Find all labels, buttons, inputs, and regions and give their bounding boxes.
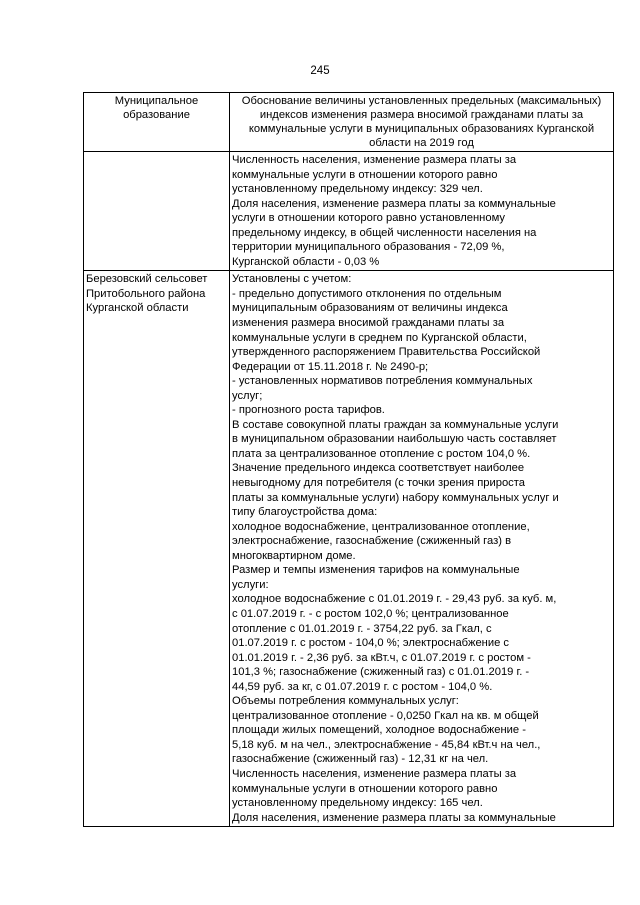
text-line: коммунальные услуги в отношении которого равно xyxy=(232,782,498,795)
text-line: - прогнозного роста тарифов. xyxy=(232,404,385,417)
text-line: многоквартирном доме. xyxy=(232,549,356,562)
justification-cell xyxy=(230,271,614,827)
text-line: услуг; xyxy=(232,389,263,402)
text-line: плата за централизованное отопление с ростом 104,0 %. xyxy=(232,447,531,460)
text-line: Численность населения, изменение размера платы за xyxy=(232,767,517,780)
text-line: типу благоустройства дома: xyxy=(232,506,378,519)
text-line: Численность населения, изменение размера платы за xyxy=(232,154,517,166)
header-justification: Обоснование величины установленных предельных (максимальных) индексов изменения размера вносимой гражданами платы за коммунальные услуги в муниципальных образованиях Курганской области на 2019 год xyxy=(230,93,614,152)
page-number: 245 xyxy=(310,65,330,77)
municipality-cell: Березовский сельсовет Притобольного района Курганской области xyxy=(84,271,230,827)
text-line: 01.07.2019 г. с ростом - 104,0 %; электроснабжение с xyxy=(232,637,510,650)
text-line: коммунальные услуги в отношении которого равно xyxy=(232,168,498,181)
text-line: Установлены с учетом: xyxy=(232,273,352,286)
text-line: Значение предельного индекса соответствует наиболее xyxy=(232,462,525,475)
text-line: газоснабжение (сжиженный газ) - 12,31 кг на чел. xyxy=(232,753,489,766)
text-line: холодное водоснабжение с 01.01.2019 г. - 29,43 руб. за куб. м, xyxy=(232,593,557,606)
text-line: 5,18 куб. м на чел., электроснабжение - 45,84 кВт.ч на чел., xyxy=(232,738,541,751)
text-line: Размер и темпы изменения тарифов на коммунальные xyxy=(232,564,520,577)
text-line: Федерации от 15.11.2018 г. № 2490-р; xyxy=(232,360,429,373)
text-line: централизованное отопление - 0,0250 Гкал на кв. м общей xyxy=(232,709,539,722)
text-line: Курганской области - 0,03 % xyxy=(232,255,380,268)
text-line: в муниципальном образовании наибольшую часть составляет xyxy=(232,433,557,446)
text-line: площади жилых помещений, холодное водоснабжение - xyxy=(232,724,526,737)
justification-cell xyxy=(230,152,614,271)
text-line: Доля населения, изменение размера платы за коммунальные xyxy=(232,811,556,824)
text-line: утвержденного распоряжением Правительства Российской xyxy=(232,346,541,359)
text-line: Объемы потребления коммунальных услуг: xyxy=(232,695,459,708)
text-line: услуги в отношении которого равно установленному xyxy=(232,212,505,225)
table-header-row xyxy=(84,93,614,152)
text-line: - предельно допустимого отклонения по отдельным xyxy=(232,287,502,300)
text-line: 01.01.2019 г. - 2,36 руб. за кВт.ч, с 01.07.2019 г. с ростом - xyxy=(232,651,531,664)
text-line: предельному индексу, в общей численности населения на xyxy=(232,226,537,239)
table-row xyxy=(84,271,614,827)
text-line: муниципальным образованиям от величины индекса xyxy=(232,302,508,315)
text-line: коммунальные услуги в среднем по Курганской области, xyxy=(232,331,527,344)
text-line: невыгодному для потребителя (с точки зрения прироста xyxy=(232,477,525,490)
text-line: установленному предельному индексу: 329 чел. xyxy=(232,183,483,196)
municipality-cell xyxy=(84,152,230,271)
justification-table xyxy=(83,92,614,827)
text-line: 101,3 %; газоснабжение (сжиженный газ) с 01.01.2019 г. - xyxy=(232,666,530,679)
text-line: холодное водоснабжение, централизованное отопление, xyxy=(232,520,530,533)
text-line: отопление с 01.01.2019 г. - 3754,22 руб. за Гкал, с xyxy=(232,622,492,635)
table-row xyxy=(84,152,614,271)
header-municipality: Муниципальное образование xyxy=(84,93,230,152)
text-line: В составе совокупной платы граждан за коммунальные услуги xyxy=(232,418,559,431)
text-line: 44,59 руб. за кг, с 01.07.2019 г. с ростом - 104,0 %. xyxy=(232,680,493,693)
text-line: Доля населения, изменение размера платы за коммунальные xyxy=(232,197,556,210)
text-line: установленному предельному индексу: 165 чел. xyxy=(232,797,483,810)
text-line: с 01.07.2019 г. - с ростом 102,0 %; централизованное xyxy=(232,607,509,620)
text-line: - установленных нормативов потребления коммунальных xyxy=(232,375,533,388)
text-line: платы за коммунальные услуги) набору коммунальных услуг и xyxy=(232,491,559,504)
text-line: изменения размера вносимой гражданами платы за xyxy=(232,317,505,330)
text-line: электроснабжение, газоснабжение (сжиженный газ) в xyxy=(232,535,512,548)
text-line: территории муниципального образования - 72,09 %, xyxy=(232,241,505,254)
text-line: услуги: xyxy=(232,578,269,591)
